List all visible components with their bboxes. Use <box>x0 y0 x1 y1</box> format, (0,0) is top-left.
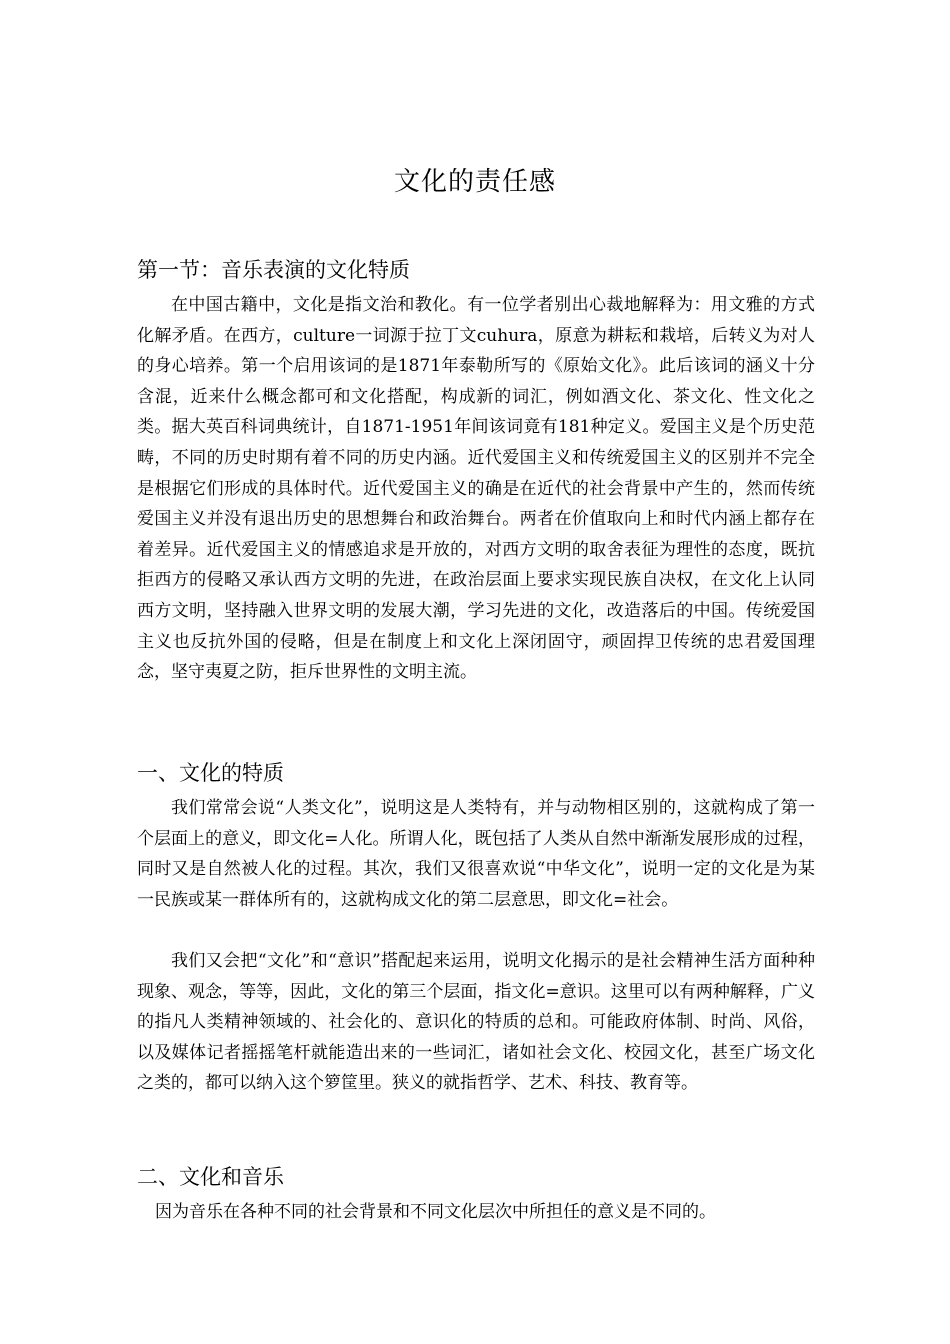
paragraph-culture-definition: 在中国古籍中，文化是指文治和教化。有一位学者别出心裁地解释为：用文雅的方式化解矛盾。在西方，culture一词源于拉丁文cuhura，原意为耕耘和栽培，后转义为对人的身心培养。第一个启用该词的是1871年泰勒所写的《原始文化》。此后该词的涵义十分含混，近来什么概念都可和文化搭配，构成新的词汇，例如酒文化、茶文化、性文化之类。据大英百科词典统计，自1871-1951年间该词竟有181种定义。爱国主义是个历史范畴，不同的历史时期有着不同的历史内涵。近代爱国主义和传统爱国主义的区别并不完全是根据它们形成的具体时代。近代爱国主义的确是在近代的社会背景中产生的，然而传统爱国主义并没有退出历史的思想舞台和政治舞台。两者在价值取向上和时代内涵上都存在着差异。近代爱国主义的情感追求是开放的，对西方文明的取舍表征为理性的态度，既抗拒西方的侵略又承认西方文明的先进，在政治层面上要求实现民族自决权，在文化上认同西方文明，坚持融入世界文明的发展大潮，学习先进的文化，改造落后的中国。传统爱国主义也反抗外国的侵略，但是在制度上和文化上深闭固守，顽固捍卫传统的忠君爱国理念，坚守夷夏之防，拒斥世界性的文明主流。 <box>137 295 815 683</box>
paragraph-music-meaning: 因为音乐在各种不同的社会背景和不同文化层次中所担任的意义是不同的。 <box>155 1202 716 1222</box>
paragraph-culture-consciousness: 我们又会把“文化”和“意识”搭配起来运用，说明文化揭示的是社会精神生活方面种种现象、观念，等等，因此，文化的第三个层面，指文化=意识。这里可以有两种解释，广义的指凡人类精神领域的、社会化的、意识化的特质的总和。可能政府体制、时尚、风俗，以及媒体记者摇摇笔杆就能造出来的一些词汇，诸如社会文化、校园文化，甚至广场文化之类的，都可以纳入这个箩筐里。狭义的就指哲学、艺术、科技、教育等。 <box>137 951 815 1094</box>
section-heading-culture-traits: 一、文化的特质 <box>137 761 284 785</box>
section-heading-culture-music: 二、文化和音乐 <box>137 1165 284 1189</box>
document-title: 文化的责任感 <box>393 167 556 197</box>
paragraph-culture-layers: 我们常常会说“人类文化”，说明这是人类特有，并与动物相区别的，这就构成了第一个层面上的意义，即文化=人化。所谓人化，既包括了人类从自然中渐渐发展形成的过程，同时又是自然被人化的过程。其次，我们又很喜欢说“中华文化”，说明一定的文化是为某一民族或某一群体所有的，这就构成文化的第二层意思，即文化=社会。 <box>137 798 815 910</box>
section-heading-music-performance: 第一节：音乐表演的文化特质 <box>137 258 410 282</box>
